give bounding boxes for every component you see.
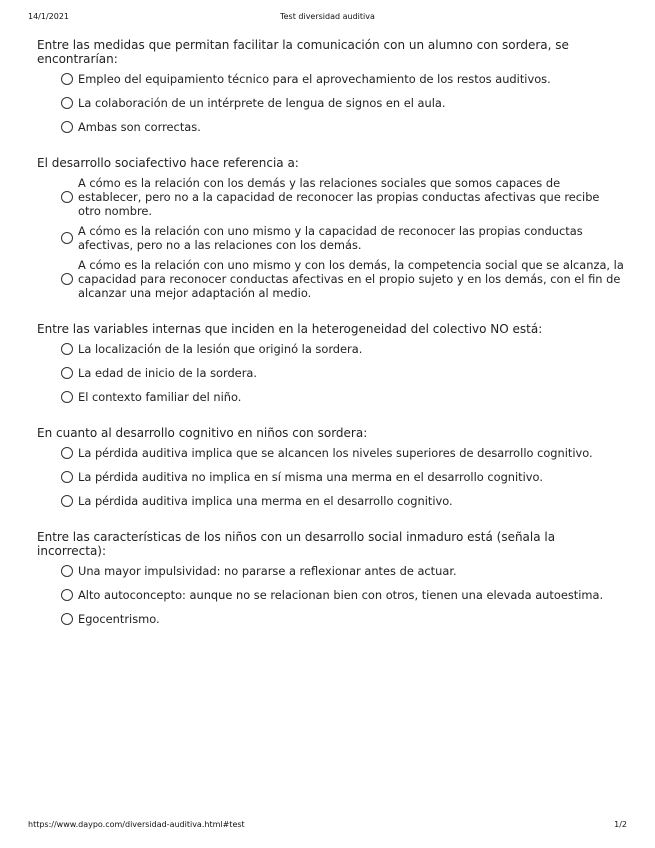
answer-option-1b[interactable] <box>61 96 625 110</box>
option-label: La pérdida auditiva no implica en sí misma una merma en el desarrollo cognitivo. <box>78 470 543 484</box>
option-label: La pérdida auditiva implica que se alcancen los niveles superiores de desarrollo cognitivo. <box>78 446 593 460</box>
radio-button[interactable] <box>61 343 73 355</box>
radio-button[interactable] <box>61 97 73 109</box>
question-1 <box>37 38 625 134</box>
print-url: https://www.daypo.com/diversidad-auditiva.html#test <box>28 820 245 829</box>
answer-option-5c[interactable] <box>61 612 625 626</box>
question-text: En cuanto al desarrollo cognitivo en niños con sordera: <box>37 426 368 440</box>
question-text: Entre las variables internas que inciden en la heterogeneidad del colectivo NO está: <box>37 322 543 336</box>
answer-option-1c[interactable] <box>61 120 625 134</box>
page-number: 1/2 <box>614 820 627 829</box>
radio-button[interactable] <box>61 447 73 459</box>
radio-button[interactable] <box>61 613 73 625</box>
option-label: La localización de la lesión que originó la sordera. <box>78 342 363 356</box>
question-text: Entre las características de los niños con un desarrollo social inmaduro está (señala la incorrecta): <box>37 530 556 558</box>
answer-option-2c[interactable] <box>61 258 625 300</box>
answer-option-4a[interactable] <box>61 446 625 460</box>
option-label: Egocentrismo. <box>78 612 160 626</box>
question-5 <box>37 530 625 626</box>
option-label: El contexto familiar del niño. <box>78 390 242 404</box>
radio-button[interactable] <box>61 73 73 85</box>
radio-button[interactable] <box>61 471 73 483</box>
question-3 <box>37 322 625 404</box>
option-label: A cómo es la relación con uno mismo y la capacidad de reconocer las propias conductas afectivas, pero no a las relaciones con los demás. <box>78 224 583 252</box>
option-label: La colaboración de un intérprete de lengua de signos en el aula. <box>78 96 446 110</box>
option-label: Una mayor impulsividad: no pararse a reflexionar antes de actuar. <box>78 564 457 578</box>
radio-button[interactable] <box>61 121 73 133</box>
print-header <box>28 12 627 26</box>
answer-option-3c[interactable] <box>61 390 625 404</box>
print-title: Test diversidad auditiva <box>280 12 375 21</box>
radio-button[interactable] <box>61 391 73 403</box>
option-label: La pérdida auditiva implica una merma en el desarrollo cognitivo. <box>78 494 453 508</box>
radio-button[interactable] <box>61 565 73 577</box>
question-4 <box>37 426 625 508</box>
answer-option-2b[interactable] <box>61 224 625 252</box>
radio-button[interactable] <box>61 367 73 379</box>
answer-option-5a[interactable] <box>61 564 625 578</box>
answer-option-1a[interactable] <box>61 72 625 86</box>
radio-button[interactable] <box>61 191 73 203</box>
radio-button[interactable] <box>61 232 73 244</box>
radio-button[interactable] <box>61 273 73 285</box>
answer-option-2a[interactable] <box>61 176 625 218</box>
option-label: Alto autoconcepto: aunque no se relacionan bien con otros, tienen una elevada autoestima. <box>78 588 604 602</box>
radio-button[interactable] <box>61 495 73 507</box>
question-2 <box>37 156 625 300</box>
answer-option-4c[interactable] <box>61 494 625 508</box>
option-label: Empleo del equipamiento técnico para el aprovechamiento de los restos auditivos. <box>78 72 551 86</box>
radio-button[interactable] <box>61 589 73 601</box>
question-text: Entre las medidas que permitan facilitar la comunicación con un alumno con sordera, se encontrarían: <box>37 38 569 66</box>
question-text: El desarrollo sociafectivo hace referencia a: <box>37 156 299 170</box>
answer-option-4b[interactable] <box>61 470 625 484</box>
option-label: Ambas son correctas. <box>78 120 201 134</box>
option-label: A cómo es la relación con los demás y las relaciones sociales que somos capaces de establecer, pero no a la capacidad de reconocer las propias conductas afectivas que recibe otro nombre. <box>78 176 600 218</box>
quiz-content <box>37 38 625 648</box>
print-date: 14/1/2021 <box>28 12 70 21</box>
answer-option-3b[interactable] <box>61 366 625 380</box>
answer-option-5b[interactable] <box>61 588 625 602</box>
option-label: La edad de inicio de la sordera. <box>78 366 257 380</box>
option-label: A cómo es la relación con uno mismo y con los demás, la competencia social que se alcanza, la capacidad para reconocer conductas afectivas en el propio sujeto y en los demás, con el fin de alcanzar una mejor adaptación al medio. <box>78 258 624 300</box>
answer-option-3a[interactable] <box>61 342 625 356</box>
print-footer <box>28 820 627 834</box>
